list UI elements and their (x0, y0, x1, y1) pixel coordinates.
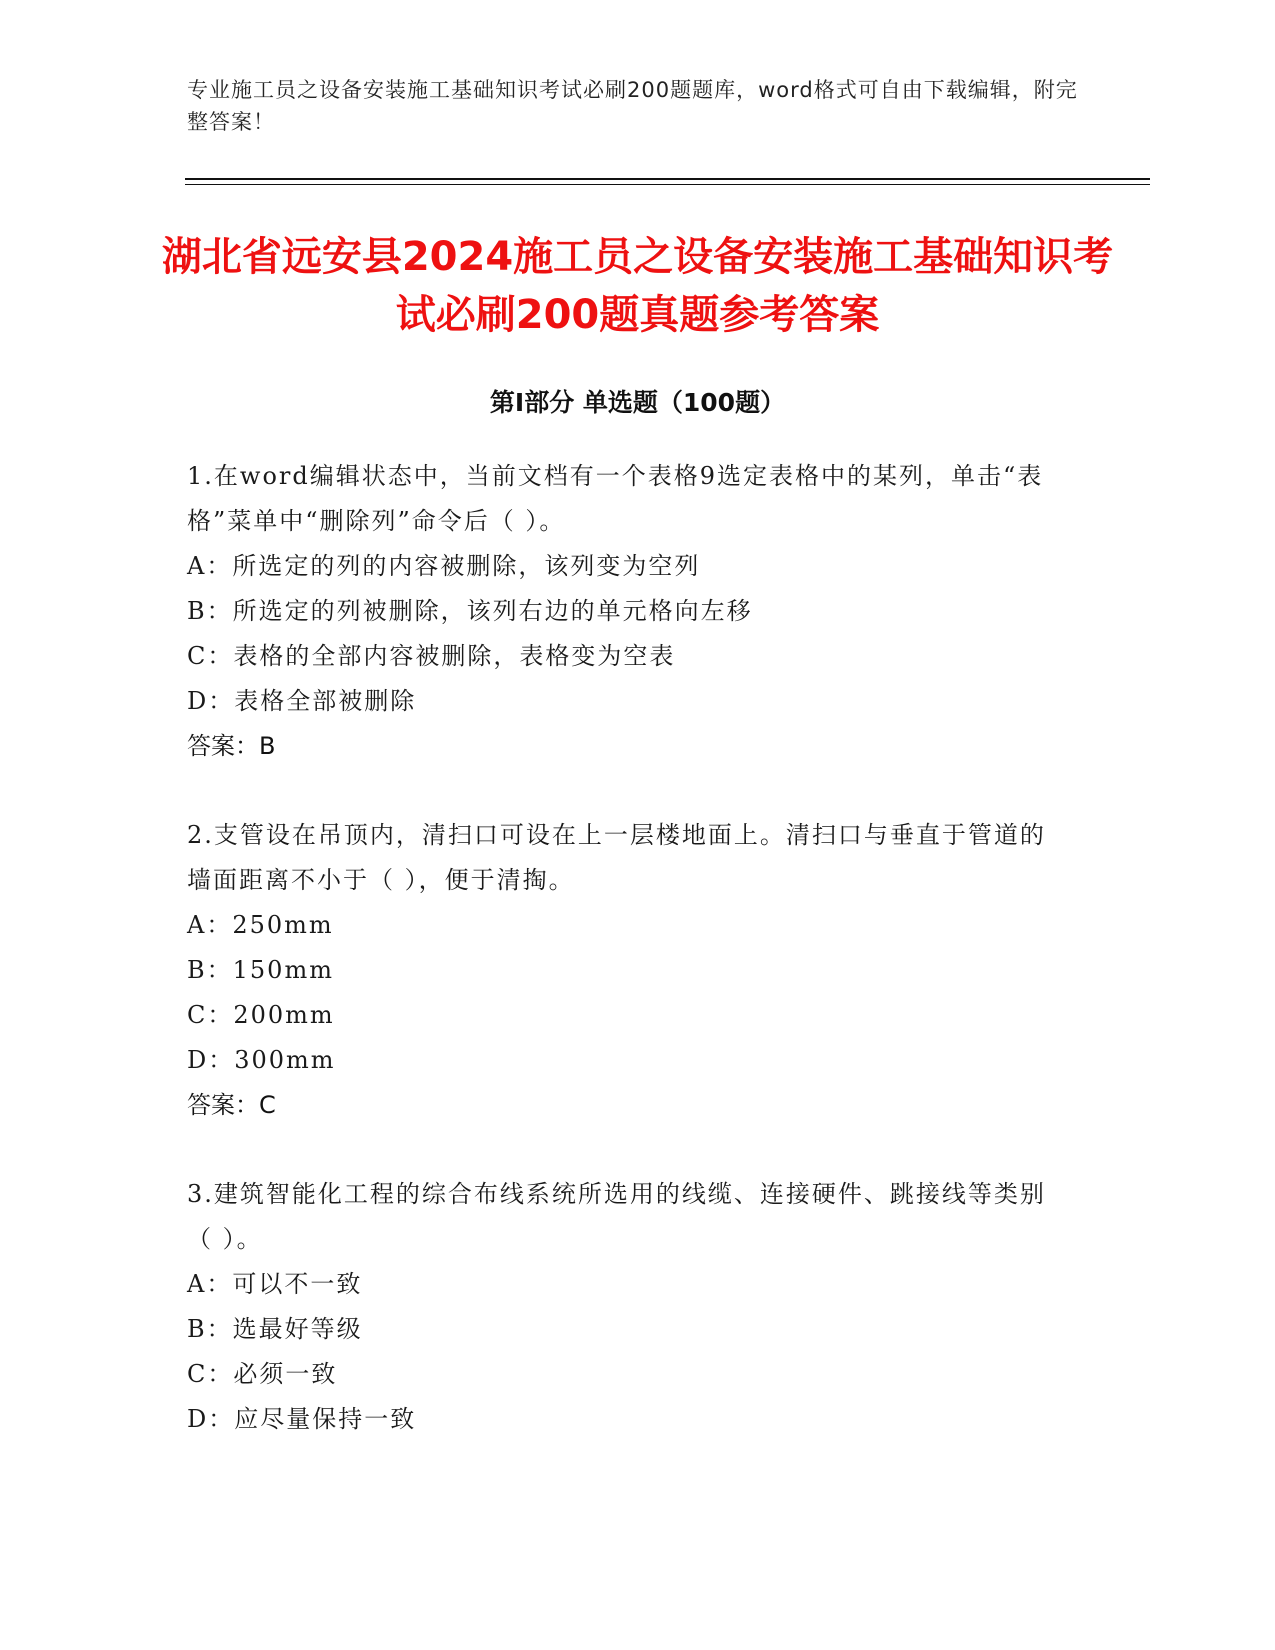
question-2 (187, 813, 1067, 1128)
answer: 答案：C (187, 1091, 276, 1119)
question-text: 2.支管设在吊顶内，清扫口可设在上一层楼地面上。清扫口与垂直于管道的墙面距离不小于（ ），便于清掏。 (187, 821, 1046, 894)
option-b: B：选最好等级 (187, 1315, 363, 1343)
option-d: D：300mm (187, 1046, 336, 1074)
question-text: 3.建筑智能化工程的综合布线系统所选用的线缆、连接硬件、跳接线等类别（ ）。 (187, 1180, 1046, 1253)
question-3 (187, 1172, 1067, 1442)
header-rule-thick (185, 178, 1150, 180)
option-c: C：必须一致 (187, 1360, 338, 1388)
document-title: 湖北省远安县2024施工员之设备安装施工基础知识考试必刷200题真题参考答案 (161, 234, 1114, 338)
question-text: 1.在word编辑状态中，当前文档有一个表格9选定表格中的某列，单击“表格”菜单中“删除列”命令后（ ）。 (187, 462, 1044, 535)
option-b: B：所选定的列被删除，该列右边的单元格向左移 (187, 597, 753, 625)
option-a: A：可以不一致 (187, 1270, 363, 1298)
header-rule-thin (185, 184, 1150, 185)
section-title: 第I部分 单选题（100题） (489, 388, 786, 417)
header-note: 专业施工员之设备安装施工基础知识考试必刷200题题库，word格式可自由下载编辑，附完整答案！ (187, 78, 1078, 134)
option-a: A：所选定的列的内容被删除，该列变为空列 (187, 552, 701, 580)
question-1 (187, 454, 1067, 769)
option-b: B：150mm (187, 956, 334, 984)
option-a: A：250mm (187, 911, 334, 939)
option-c: C：表格的全部内容被删除，表格变为空表 (187, 642, 676, 670)
answer: 答案：B (187, 732, 276, 760)
option-d: D：应尽量保持一致 (187, 1405, 417, 1433)
option-c: C：200mm (187, 1001, 335, 1029)
option-d: D：表格全部被删除 (187, 687, 417, 715)
